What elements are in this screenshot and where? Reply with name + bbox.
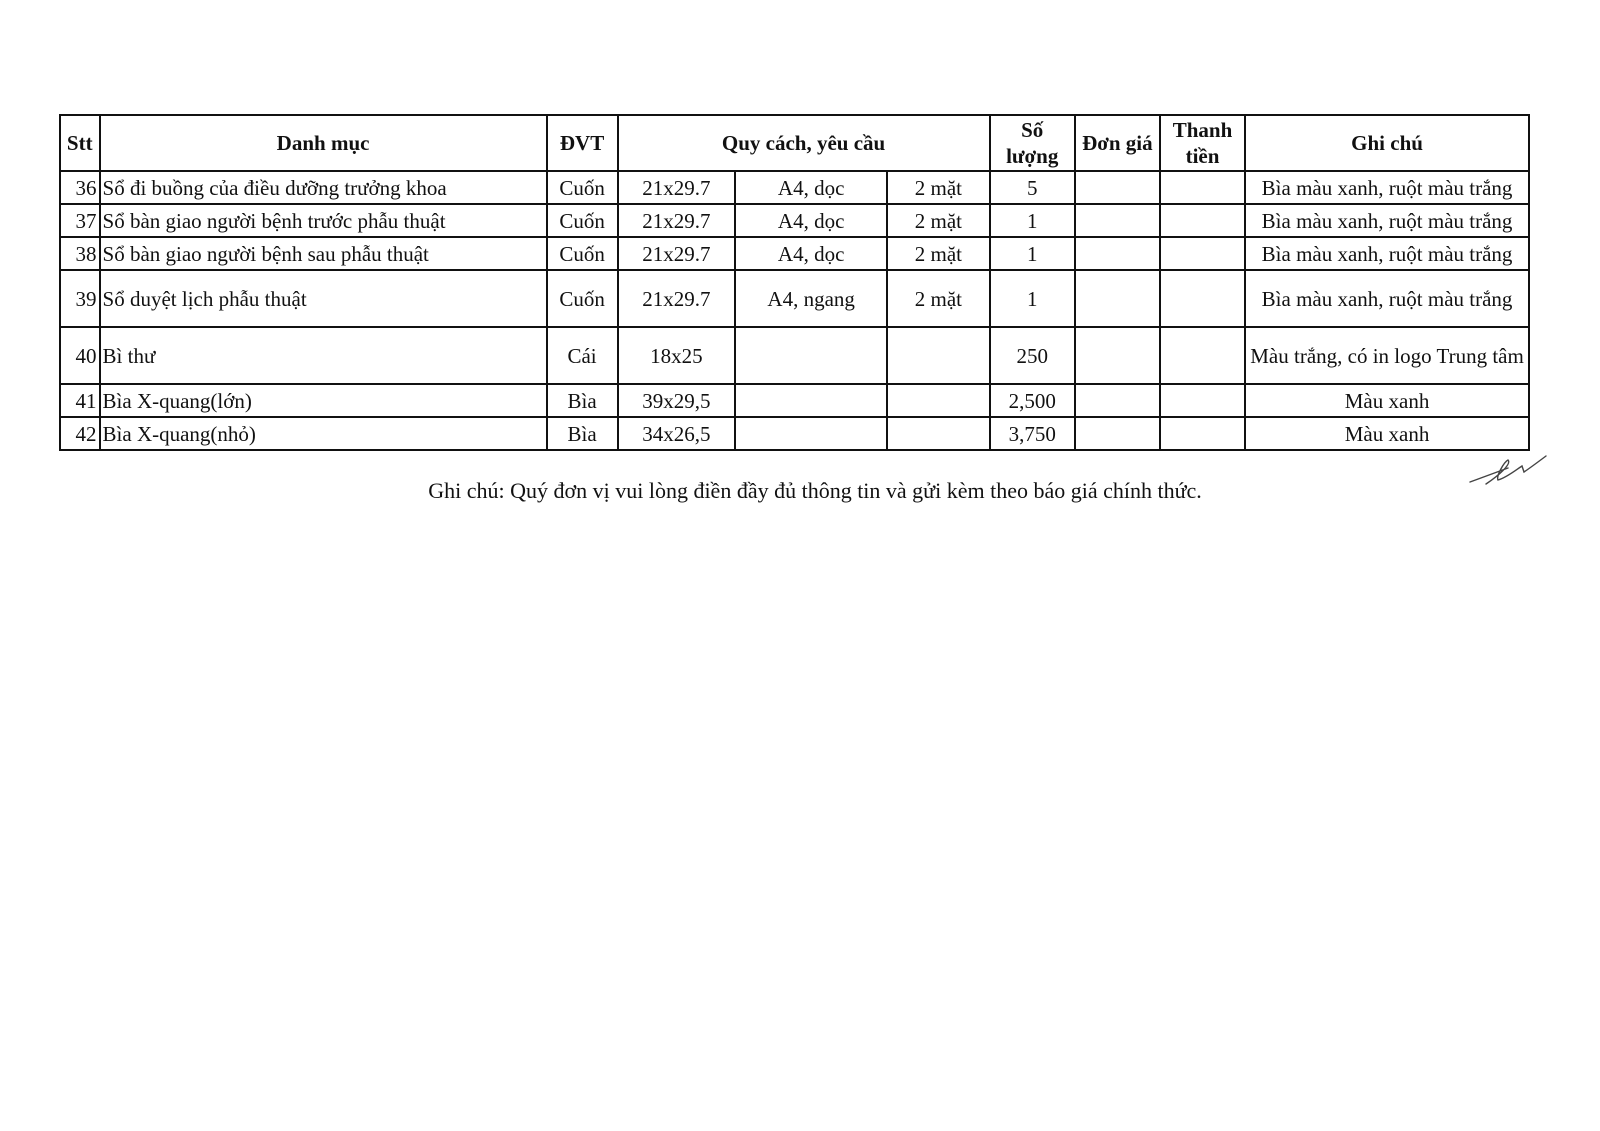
cell-ghi-chu: Bìa màu xanh, ruột màu trắng — [1245, 270, 1529, 327]
footnote: Ghi chú: Quý đơn vị vui lòng điền đầy đủ thông tin và gửi kèm theo báo giá chính thức. — [428, 478, 1202, 503]
cell-kich-thuoc: 21x29.7 — [618, 204, 736, 237]
cell-dvt: Bìa — [547, 384, 618, 417]
cell-kho-giay: A4, ngang — [735, 270, 887, 327]
cell-so-mat: 2 mặt — [887, 171, 989, 204]
cell-don-gia — [1075, 204, 1160, 237]
header-thanh-tien: Thanh tiền — [1160, 115, 1245, 171]
cell-kho-giay — [735, 327, 887, 384]
table-row — [60, 417, 1529, 450]
cell-thanh-tien — [1160, 384, 1245, 417]
header-so-luong: Số lượng — [990, 115, 1075, 171]
cell-dvt: Cuốn — [547, 171, 618, 204]
cell-kich-thuoc: 34x26,5 — [618, 417, 736, 450]
cell-don-gia — [1075, 270, 1160, 327]
header-quy-cach: Quy cách, yêu cầu — [618, 115, 990, 171]
cell-danh-muc: Bì thư — [100, 327, 547, 384]
cell-kich-thuoc: 21x29.7 — [618, 171, 736, 204]
cell-stt: 36 — [60, 171, 100, 204]
cell-so-luong: 5 — [990, 171, 1075, 204]
table-row — [60, 270, 1529, 327]
signature-mark — [1468, 452, 1548, 490]
cell-kho-giay: A4, dọc — [735, 204, 887, 237]
cell-kho-giay — [735, 417, 887, 450]
cell-stt: 37 — [60, 204, 100, 237]
cell-so-luong: 1 — [990, 237, 1075, 270]
cell-don-gia — [1075, 327, 1160, 384]
cell-thanh-tien — [1160, 327, 1245, 384]
cell-danh-muc: Sổ duyệt lịch phẫu thuật — [100, 270, 547, 327]
cell-so-luong: 1 — [990, 204, 1075, 237]
cell-stt: 40 — [60, 327, 100, 384]
cell-kho-giay — [735, 384, 887, 417]
table-row — [60, 327, 1529, 384]
cell-thanh-tien — [1160, 171, 1245, 204]
cell-so-mat: 2 mặt — [887, 204, 989, 237]
cell-thanh-tien — [1160, 237, 1245, 270]
header-ghi-chu: Ghi chú — [1245, 115, 1529, 171]
cell-dvt: Cái — [547, 327, 618, 384]
cell-ghi-chu: Bìa màu xanh, ruột màu trắng — [1245, 204, 1529, 237]
cell-so-luong: 2,500 — [990, 384, 1075, 417]
cell-dvt: Cuốn — [547, 270, 618, 327]
cell-dvt: Cuốn — [547, 237, 618, 270]
cell-kho-giay: A4, dọc — [735, 171, 887, 204]
cell-kich-thuoc: 21x29.7 — [618, 237, 736, 270]
cell-ghi-chu: Màu trắng, có in logo Trung tâm — [1245, 327, 1529, 384]
cell-stt: 42 — [60, 417, 100, 450]
cell-thanh-tien — [1160, 204, 1245, 237]
cell-so-mat — [887, 417, 989, 450]
header-don-gia: Đơn giá — [1075, 115, 1160, 171]
cell-so-mat: 2 mặt — [887, 237, 989, 270]
cell-ghi-chu: Bìa màu xanh, ruột màu trắng — [1245, 237, 1529, 270]
cell-dvt: Cuốn — [547, 204, 618, 237]
table-row — [60, 384, 1529, 417]
cell-so-mat: 2 mặt — [887, 270, 989, 327]
table-row — [60, 237, 1529, 270]
cell-danh-muc: Sổ bàn giao người bệnh sau phẫu thuật — [100, 237, 547, 270]
cell-dvt: Bìa — [547, 417, 618, 450]
cell-kho-giay: A4, dọc — [735, 237, 887, 270]
cell-don-gia — [1075, 417, 1160, 450]
quotation-table — [59, 114, 1530, 451]
cell-ghi-chu: Bìa màu xanh, ruột màu trắng — [1245, 171, 1529, 204]
cell-danh-muc: Bìa X-quang(lớn) — [100, 384, 547, 417]
table-row — [60, 204, 1529, 237]
cell-don-gia — [1075, 171, 1160, 204]
cell-don-gia — [1075, 384, 1160, 417]
cell-danh-muc: Bìa X-quang(nhỏ) — [100, 417, 547, 450]
cell-so-luong: 1 — [990, 270, 1075, 327]
header-dvt: ĐVT — [547, 115, 618, 171]
cell-so-luong: 3,750 — [990, 417, 1075, 450]
cell-don-gia — [1075, 237, 1160, 270]
cell-kich-thuoc: 21x29.7 — [618, 270, 736, 327]
cell-danh-muc: Sổ đi buồng của điều dưỡng trưởng khoa — [100, 171, 547, 204]
cell-danh-muc: Sổ bàn giao người bệnh trước phẫu thuật — [100, 204, 547, 237]
cell-kich-thuoc: 18x25 — [618, 327, 736, 384]
header-danh-muc: Danh mục — [100, 115, 547, 171]
cell-thanh-tien — [1160, 270, 1245, 327]
table-row — [60, 171, 1529, 204]
cell-ghi-chu: Màu xanh — [1245, 384, 1529, 417]
cell-stt: 39 — [60, 270, 100, 327]
cell-stt: 38 — [60, 237, 100, 270]
header-stt: Stt — [60, 115, 100, 171]
cell-kich-thuoc: 39x29,5 — [618, 384, 736, 417]
cell-thanh-tien — [1160, 417, 1245, 450]
header-row — [60, 115, 1529, 171]
cell-so-luong: 250 — [990, 327, 1075, 384]
cell-so-mat — [887, 384, 989, 417]
cell-stt: 41 — [60, 384, 100, 417]
cell-so-mat — [887, 327, 989, 384]
cell-ghi-chu: Màu xanh — [1245, 417, 1529, 450]
